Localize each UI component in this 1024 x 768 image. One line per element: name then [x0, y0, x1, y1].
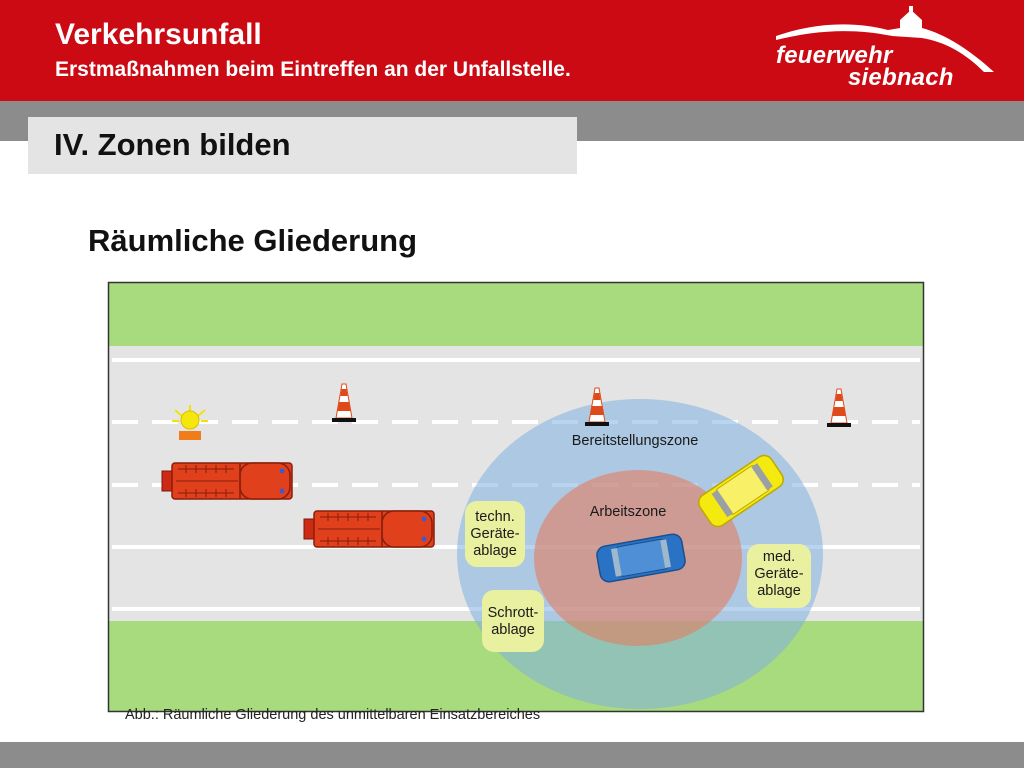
- schrottablage-label: Schrott- ablage: [487, 605, 539, 638]
- header-subtitle: Erstmaßnahmen beim Eintreffen an der Unfallstelle.: [55, 58, 571, 81]
- zone-diagram: [108, 282, 924, 712]
- footer-band: [0, 742, 1024, 768]
- header-bar: [0, 0, 1024, 101]
- header-title: Verkehrsunfall: [55, 18, 262, 51]
- section-title: IV. Zonen bilden: [54, 127, 291, 162]
- med-geraeteablage-label: med. Geräte- ablage: [754, 549, 804, 599]
- fire-truck-icon: [304, 511, 434, 547]
- logo-text-line1: feuerwehr: [776, 42, 893, 69]
- slide-heading: Räumliche Gliederung: [88, 223, 418, 258]
- section-title-box: [28, 117, 577, 174]
- logo-text-line2: siebnach: [848, 64, 954, 91]
- fire-truck-icon: [162, 463, 292, 499]
- logo: [770, 6, 1006, 96]
- figure-caption: Abb.: Räumliche Gliederung des unmittelbaren Einsatzbereiches: [125, 707, 541, 723]
- techn-geraeteablage-label: techn. Geräte- ablage: [470, 509, 520, 559]
- zone-diagram-graphic: [108, 282, 924, 712]
- arbeitszone-label: Arbeitszone: [589, 504, 667, 520]
- bereitstellungszone-label: Bereitstellungszone: [571, 433, 699, 449]
